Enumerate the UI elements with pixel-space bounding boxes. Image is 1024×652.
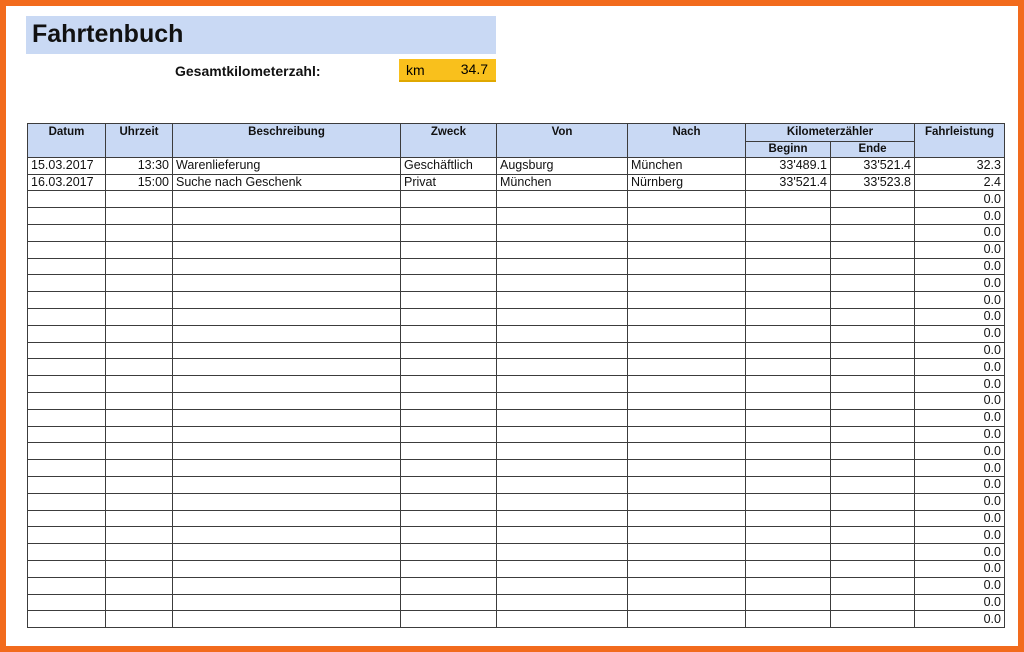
cell-nach[interactable] xyxy=(628,376,746,393)
cell-zweck[interactable]: Privat xyxy=(401,174,497,191)
cell-beginn[interactable] xyxy=(746,544,831,561)
cell-beginn[interactable] xyxy=(746,493,831,510)
cell-ende[interactable] xyxy=(831,460,915,477)
cell-fahrleistung[interactable]: 0.0 xyxy=(915,476,1005,493)
cell-datum[interactable] xyxy=(28,527,106,544)
cell-uhrzeit[interactable] xyxy=(106,594,173,611)
cell-nach[interactable] xyxy=(628,611,746,628)
cell-von[interactable] xyxy=(497,544,628,561)
cell-fahrleistung[interactable]: 0.0 xyxy=(915,443,1005,460)
column-header-beschreibung[interactable]: Beschreibung xyxy=(173,124,401,158)
cell-fahrleistung[interactable]: 0.0 xyxy=(915,258,1005,275)
cell-beschreibung[interactable] xyxy=(173,342,401,359)
cell-uhrzeit[interactable] xyxy=(106,325,173,342)
cell-ende[interactable] xyxy=(831,510,915,527)
cell-fahrleistung[interactable]: 0.0 xyxy=(915,510,1005,527)
cell-datum[interactable] xyxy=(28,292,106,309)
cell-nach[interactable] xyxy=(628,594,746,611)
cell-ende[interactable] xyxy=(831,577,915,594)
cell-uhrzeit[interactable] xyxy=(106,560,173,577)
cell-beschreibung[interactable] xyxy=(173,359,401,376)
cell-ende[interactable] xyxy=(831,258,915,275)
column-header-beginn[interactable]: Beginn xyxy=(746,141,831,157)
cell-beschreibung[interactable] xyxy=(173,275,401,292)
column-header-zweck[interactable]: Zweck xyxy=(401,124,497,158)
cell-beschreibung[interactable] xyxy=(173,443,401,460)
cell-beginn[interactable] xyxy=(746,594,831,611)
cell-datum[interactable]: 15.03.2017 xyxy=(28,157,106,174)
cell-fahrleistung[interactable]: 0.0 xyxy=(915,544,1005,561)
cell-nach[interactable] xyxy=(628,527,746,544)
cell-fahrleistung[interactable]: 0.0 xyxy=(915,308,1005,325)
column-header-uhrzeit[interactable]: Uhrzeit xyxy=(106,124,173,158)
cell-von[interactable] xyxy=(497,460,628,477)
cell-fahrleistung[interactable]: 0.0 xyxy=(915,460,1005,477)
cell-fahrleistung[interactable]: 0.0 xyxy=(915,409,1005,426)
page-title: Fahrtenbuch xyxy=(32,20,184,48)
cell-ende[interactable] xyxy=(831,308,915,325)
cell-zweck[interactable] xyxy=(401,258,497,275)
cell-zweck[interactable] xyxy=(401,292,497,309)
cell-von[interactable] xyxy=(497,560,628,577)
cell-von[interactable] xyxy=(497,426,628,443)
cell-ende[interactable] xyxy=(831,292,915,309)
table-row xyxy=(28,174,1005,191)
table-row xyxy=(28,241,1005,258)
cell-zweck[interactable] xyxy=(401,224,497,241)
logbook-table xyxy=(27,123,1005,628)
cell-beschreibung[interactable] xyxy=(173,577,401,594)
cell-ende[interactable]: 33'521.4 xyxy=(831,157,915,174)
cell-fahrleistung[interactable]: 0.0 xyxy=(915,376,1005,393)
table-row xyxy=(28,493,1005,510)
cell-datum[interactable] xyxy=(28,443,106,460)
cell-nach[interactable] xyxy=(628,241,746,258)
cell-ende[interactable] xyxy=(831,476,915,493)
cell-fahrleistung[interactable]: 0.0 xyxy=(915,577,1005,594)
cell-von[interactable] xyxy=(497,476,628,493)
total-km-unit: km xyxy=(406,62,425,78)
cell-uhrzeit[interactable] xyxy=(106,392,173,409)
table-row xyxy=(28,275,1005,292)
column-header-nach[interactable]: Nach xyxy=(628,124,746,158)
total-km-cell[interactable] xyxy=(399,59,496,82)
cell-nach[interactable] xyxy=(628,275,746,292)
cell-datum[interactable] xyxy=(28,577,106,594)
cell-fahrleistung[interactable]: 0.0 xyxy=(915,426,1005,443)
cell-beschreibung[interactable] xyxy=(173,308,401,325)
cell-nach[interactable] xyxy=(628,191,746,208)
cell-uhrzeit[interactable] xyxy=(106,510,173,527)
cell-uhrzeit[interactable] xyxy=(106,224,173,241)
table-row xyxy=(28,476,1005,493)
cell-uhrzeit[interactable] xyxy=(106,241,173,258)
cell-beginn[interactable] xyxy=(746,460,831,477)
cell-nach[interactable] xyxy=(628,460,746,477)
cell-beginn[interactable] xyxy=(746,560,831,577)
table-row xyxy=(28,426,1005,443)
cell-nach[interactable] xyxy=(628,476,746,493)
cell-beginn[interactable] xyxy=(746,577,831,594)
cell-zweck[interactable] xyxy=(401,544,497,561)
cell-beschreibung[interactable] xyxy=(173,476,401,493)
cell-beschreibung[interactable] xyxy=(173,392,401,409)
cell-datum[interactable] xyxy=(28,325,106,342)
cell-uhrzeit[interactable] xyxy=(106,544,173,561)
cell-fahrleistung[interactable]: 0.0 xyxy=(915,241,1005,258)
cell-beschreibung[interactable] xyxy=(173,258,401,275)
cell-beginn[interactable]: 33'521.4 xyxy=(746,174,831,191)
cell-uhrzeit[interactable] xyxy=(106,426,173,443)
cell-zweck[interactable] xyxy=(401,376,497,393)
cell-beginn[interactable] xyxy=(746,510,831,527)
cell-beschreibung[interactable] xyxy=(173,544,401,561)
cell-ende[interactable] xyxy=(831,359,915,376)
cell-beschreibung[interactable] xyxy=(173,292,401,309)
cell-ende[interactable] xyxy=(831,208,915,225)
cell-von[interactable] xyxy=(497,325,628,342)
cell-datum[interactable] xyxy=(28,392,106,409)
cell-ende[interactable] xyxy=(831,392,915,409)
cell-beginn[interactable] xyxy=(746,325,831,342)
cell-nach[interactable] xyxy=(628,308,746,325)
cell-uhrzeit[interactable] xyxy=(106,527,173,544)
cell-beschreibung[interactable] xyxy=(173,426,401,443)
cell-datum[interactable] xyxy=(28,460,106,477)
table-row xyxy=(28,325,1005,342)
cell-zweck[interactable] xyxy=(401,308,497,325)
cell-nach[interactable] xyxy=(628,342,746,359)
cell-beschreibung[interactable] xyxy=(173,560,401,577)
cell-von[interactable] xyxy=(497,224,628,241)
cell-beginn[interactable] xyxy=(746,392,831,409)
cell-zweck[interactable] xyxy=(401,577,497,594)
cell-ende[interactable] xyxy=(831,527,915,544)
cell-ende[interactable] xyxy=(831,426,915,443)
cell-datum[interactable] xyxy=(28,409,106,426)
cell-von[interactable]: München xyxy=(497,174,628,191)
cell-datum[interactable] xyxy=(28,308,106,325)
cell-nach[interactable] xyxy=(628,426,746,443)
cell-von[interactable] xyxy=(497,527,628,544)
cell-datum[interactable] xyxy=(28,560,106,577)
table-row xyxy=(28,258,1005,275)
cell-beschreibung[interactable] xyxy=(173,208,401,225)
cell-fahrleistung[interactable]: 2.4 xyxy=(915,174,1005,191)
table-row xyxy=(28,292,1005,309)
cell-uhrzeit[interactable] xyxy=(106,476,173,493)
table-row xyxy=(28,577,1005,594)
cell-datum[interactable] xyxy=(28,476,106,493)
cell-datum[interactable] xyxy=(28,426,106,443)
cell-beschreibung[interactable]: Warenlieferung xyxy=(173,157,401,174)
cell-nach[interactable] xyxy=(628,443,746,460)
cell-von[interactable]: Augsburg xyxy=(497,157,628,174)
cell-beschreibung[interactable] xyxy=(173,527,401,544)
cell-beschreibung[interactable] xyxy=(173,409,401,426)
cell-beschreibung[interactable] xyxy=(173,191,401,208)
cell-fahrleistung[interactable]: 0.0 xyxy=(915,594,1005,611)
table-row xyxy=(28,157,1005,174)
cell-von[interactable] xyxy=(497,258,628,275)
cell-uhrzeit[interactable] xyxy=(106,376,173,393)
cell-uhrzeit[interactable] xyxy=(106,409,173,426)
table-row xyxy=(28,208,1005,225)
cell-ende[interactable] xyxy=(831,594,915,611)
cell-beschreibung[interactable]: Suche nach Geschenk xyxy=(173,174,401,191)
cell-zweck[interactable] xyxy=(401,493,497,510)
cell-zweck[interactable] xyxy=(401,359,497,376)
cell-nach[interactable] xyxy=(628,325,746,342)
cell-nach[interactable] xyxy=(628,409,746,426)
table-row xyxy=(28,224,1005,241)
cell-beginn[interactable] xyxy=(746,476,831,493)
cell-uhrzeit[interactable]: 13:30 xyxy=(106,157,173,174)
cell-von[interactable] xyxy=(497,376,628,393)
cell-von[interactable] xyxy=(497,392,628,409)
cell-beschreibung[interactable] xyxy=(173,460,401,477)
cell-beginn[interactable] xyxy=(746,308,831,325)
cell-datum[interactable] xyxy=(28,208,106,225)
cell-nach[interactable] xyxy=(628,359,746,376)
table-row xyxy=(28,460,1005,477)
cell-beginn[interactable] xyxy=(746,527,831,544)
logbook-body xyxy=(28,157,1005,627)
column-header-datum[interactable]: Datum xyxy=(28,124,106,158)
column-header-von[interactable]: Von xyxy=(497,124,628,158)
cell-von[interactable] xyxy=(497,241,628,258)
cell-ende[interactable] xyxy=(831,224,915,241)
table-row xyxy=(28,376,1005,393)
table-row xyxy=(28,359,1005,376)
cell-datum[interactable] xyxy=(28,376,106,393)
cell-datum[interactable]: 16.03.2017 xyxy=(28,174,106,191)
cell-datum[interactable] xyxy=(28,258,106,275)
cell-beginn[interactable] xyxy=(746,191,831,208)
cell-zweck[interactable] xyxy=(401,426,497,443)
cell-beschreibung[interactable] xyxy=(173,594,401,611)
cell-fahrleistung[interactable]: 0.0 xyxy=(915,392,1005,409)
cell-beginn[interactable] xyxy=(746,443,831,460)
cell-nach[interactable] xyxy=(628,224,746,241)
cell-beginn[interactable] xyxy=(746,359,831,376)
cell-datum[interactable] xyxy=(28,224,106,241)
cell-beschreibung[interactable] xyxy=(173,241,401,258)
cell-zweck[interactable] xyxy=(401,409,497,426)
cell-zweck[interactable] xyxy=(401,392,497,409)
cell-zweck[interactable] xyxy=(401,510,497,527)
cell-von[interactable] xyxy=(497,409,628,426)
cell-zweck[interactable] xyxy=(401,476,497,493)
cell-zweck[interactable] xyxy=(401,611,497,628)
cell-zweck[interactable] xyxy=(401,241,497,258)
cell-von[interactable] xyxy=(497,443,628,460)
cell-nach[interactable] xyxy=(628,544,746,561)
column-header-ende[interactable]: Ende xyxy=(831,141,915,157)
cell-beschreibung[interactable] xyxy=(173,325,401,342)
cell-beginn[interactable] xyxy=(746,292,831,309)
cell-von[interactable] xyxy=(497,493,628,510)
column-header-kilometerzaehler[interactable]: Kilometerzähler xyxy=(746,124,915,142)
cell-ende[interactable] xyxy=(831,325,915,342)
cell-nach[interactable] xyxy=(628,510,746,527)
cell-uhrzeit[interactable] xyxy=(106,275,173,292)
cell-zweck[interactable] xyxy=(401,342,497,359)
cell-ende[interactable]: 33'523.8 xyxy=(831,174,915,191)
cell-beginn[interactable] xyxy=(746,409,831,426)
cell-beschreibung[interactable] xyxy=(173,224,401,241)
cell-nach[interactable] xyxy=(628,292,746,309)
cell-uhrzeit[interactable] xyxy=(106,208,173,225)
cell-von[interactable] xyxy=(497,611,628,628)
cell-uhrzeit[interactable] xyxy=(106,359,173,376)
table-row xyxy=(28,527,1005,544)
cell-ende[interactable] xyxy=(831,560,915,577)
cell-nach[interactable]: München xyxy=(628,157,746,174)
cell-uhrzeit[interactable] xyxy=(106,258,173,275)
cell-von[interactable] xyxy=(497,275,628,292)
cell-fahrleistung[interactable]: 0.0 xyxy=(915,611,1005,628)
cell-uhrzeit[interactable] xyxy=(106,191,173,208)
cell-beschreibung[interactable] xyxy=(173,611,401,628)
cell-uhrzeit[interactable] xyxy=(106,577,173,594)
table-row xyxy=(28,392,1005,409)
cell-zweck[interactable] xyxy=(401,594,497,611)
cell-fahrleistung[interactable]: 0.0 xyxy=(915,342,1005,359)
cell-uhrzeit[interactable]: 15:00 xyxy=(106,174,173,191)
column-header-fahrleistung[interactable]: Fahrleistung xyxy=(915,124,1005,158)
cell-zweck[interactable] xyxy=(401,560,497,577)
cell-uhrzeit[interactable] xyxy=(106,493,173,510)
cell-fahrleistung[interactable]: 0.0 xyxy=(915,527,1005,544)
spreadsheet-sheet xyxy=(6,6,1018,646)
cell-datum[interactable] xyxy=(28,510,106,527)
cell-datum[interactable] xyxy=(28,544,106,561)
cell-nach[interactable] xyxy=(628,392,746,409)
cell-fahrleistung[interactable]: 0.0 xyxy=(915,560,1005,577)
cell-von[interactable] xyxy=(497,577,628,594)
cell-ende[interactable] xyxy=(831,409,915,426)
cell-beginn[interactable]: 33'489.1 xyxy=(746,157,831,174)
cell-uhrzeit[interactable] xyxy=(106,443,173,460)
cell-beschreibung[interactable] xyxy=(173,376,401,393)
cell-zweck[interactable] xyxy=(401,460,497,477)
cell-fahrleistung[interactable]: 0.0 xyxy=(915,191,1005,208)
cell-von[interactable] xyxy=(497,342,628,359)
cell-zweck[interactable] xyxy=(401,275,497,292)
cell-zweck[interactable] xyxy=(401,527,497,544)
cell-beginn[interactable] xyxy=(746,275,831,292)
table-row xyxy=(28,594,1005,611)
table-row xyxy=(28,409,1005,426)
cell-zweck[interactable] xyxy=(401,191,497,208)
cell-nach[interactable] xyxy=(628,258,746,275)
table-row xyxy=(28,560,1005,577)
cell-nach[interactable] xyxy=(628,493,746,510)
cell-beschreibung[interactable] xyxy=(173,510,401,527)
title-banner xyxy=(26,16,496,54)
cell-datum[interactable] xyxy=(28,359,106,376)
cell-zweck[interactable] xyxy=(401,443,497,460)
table-row xyxy=(28,191,1005,208)
table-row xyxy=(28,611,1005,628)
cell-ende[interactable] xyxy=(831,241,915,258)
table-row xyxy=(28,342,1005,359)
cell-datum[interactable] xyxy=(28,594,106,611)
table-row xyxy=(28,308,1005,325)
cell-ende[interactable] xyxy=(831,611,915,628)
cell-uhrzeit[interactable] xyxy=(106,292,173,309)
cell-von[interactable] xyxy=(497,292,628,309)
cell-ende[interactable] xyxy=(831,342,915,359)
cell-von[interactable] xyxy=(497,208,628,225)
cell-datum[interactable] xyxy=(28,611,106,628)
cell-beginn[interactable] xyxy=(746,611,831,628)
cell-ende[interactable] xyxy=(831,493,915,510)
cell-von[interactable] xyxy=(497,191,628,208)
cell-fahrleistung[interactable]: 0.0 xyxy=(915,359,1005,376)
table-row xyxy=(28,443,1005,460)
cell-zweck[interactable]: Geschäftlich xyxy=(401,157,497,174)
cell-beginn[interactable] xyxy=(746,376,831,393)
total-km-value: 34.7 xyxy=(460,61,488,77)
cell-ende[interactable] xyxy=(831,275,915,292)
cell-beginn[interactable] xyxy=(746,342,831,359)
cell-ende[interactable] xyxy=(831,376,915,393)
cell-zweck[interactable] xyxy=(401,325,497,342)
cell-von[interactable] xyxy=(497,308,628,325)
cell-datum[interactable] xyxy=(28,241,106,258)
cell-uhrzeit[interactable] xyxy=(106,611,173,628)
cell-uhrzeit[interactable] xyxy=(106,460,173,477)
cell-von[interactable] xyxy=(497,594,628,611)
cell-beginn[interactable] xyxy=(746,426,831,443)
cell-nach[interactable] xyxy=(628,577,746,594)
cell-datum[interactable] xyxy=(28,342,106,359)
cell-ende[interactable] xyxy=(831,544,915,561)
cell-von[interactable] xyxy=(497,359,628,376)
cell-fahrleistung[interactable]: 0.0 xyxy=(915,224,1005,241)
cell-nach[interactable]: Nürnberg xyxy=(628,174,746,191)
cell-ende[interactable] xyxy=(831,443,915,460)
cell-fahrleistung[interactable]: 0.0 xyxy=(915,275,1005,292)
cell-beschreibung[interactable] xyxy=(173,493,401,510)
cell-uhrzeit[interactable] xyxy=(106,308,173,325)
cell-fahrleistung[interactable]: 0.0 xyxy=(915,325,1005,342)
table-row xyxy=(28,510,1005,527)
cell-datum[interactable] xyxy=(28,493,106,510)
cell-datum[interactable] xyxy=(28,191,106,208)
cell-nach[interactable] xyxy=(628,208,746,225)
cell-fahrleistung[interactable]: 0.0 xyxy=(915,493,1005,510)
cell-fahrleistung[interactable]: 0.0 xyxy=(915,292,1005,309)
cell-beginn[interactable] xyxy=(746,258,831,275)
cell-beginn[interactable] xyxy=(746,224,831,241)
cell-zweck[interactable] xyxy=(401,208,497,225)
cell-beginn[interactable] xyxy=(746,208,831,225)
cell-datum[interactable] xyxy=(28,275,106,292)
cell-beginn[interactable] xyxy=(746,241,831,258)
cell-ende[interactable] xyxy=(831,191,915,208)
total-km-label: Gesamtkilometerzahl: xyxy=(175,63,321,79)
table-row xyxy=(28,544,1005,561)
cell-von[interactable] xyxy=(497,510,628,527)
cell-nach[interactable] xyxy=(628,560,746,577)
cell-uhrzeit[interactable] xyxy=(106,342,173,359)
cell-fahrleistung[interactable]: 0.0 xyxy=(915,208,1005,225)
cell-fahrleistung[interactable]: 32.3 xyxy=(915,157,1005,174)
